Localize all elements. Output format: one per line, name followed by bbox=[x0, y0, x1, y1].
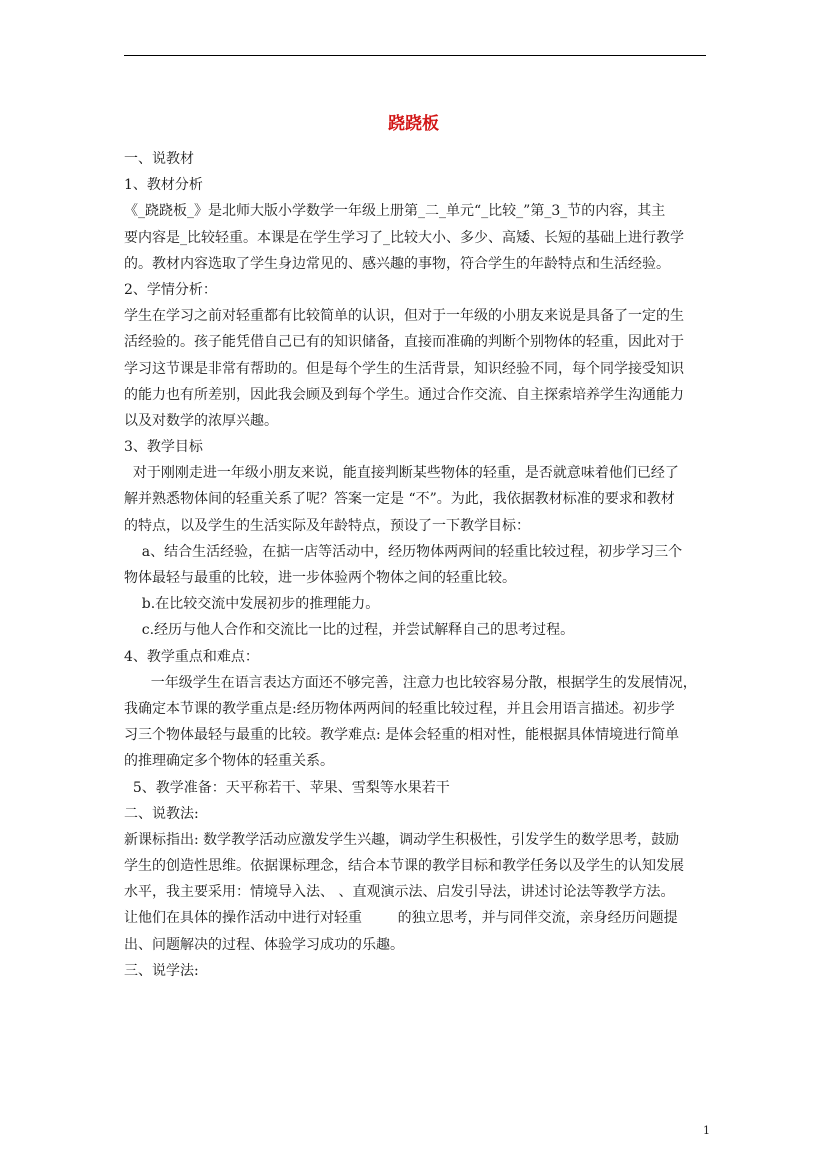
text-line: 对于刚刚走进一年级小朋友来说，能直接判断某些物体的轻重，是否就意味着他们已经了 bbox=[124, 465, 679, 482]
text-line: 一、说教材 bbox=[124, 151, 194, 167]
text-line: 的能力也有所差别，因此我会顾及到每个学生。通过合作交流、自主探索培养学生沟通能力 bbox=[124, 386, 684, 403]
text-line: c.经历与他人合作和交流比一比的过程，并尝试解释自己的思考过程。 bbox=[124, 622, 575, 639]
text-line: 物体最轻与最重的比较，进一步体验两个物体之间的轻重比较。 bbox=[124, 570, 516, 586]
text-line: 习三个物体最轻与最重的比较。教学难点: 是体会轻重的相对性，能根据具体情境进行简单 bbox=[124, 727, 680, 744]
text-line: 4、教学重点和难点： bbox=[124, 648, 259, 665]
text-line: 出、问题解决的过程、体验学习成功的乐趣。 bbox=[124, 936, 404, 953]
text-line: 5、教学准备：天平称若干、苹果、雪梨等水果若干 bbox=[124, 779, 450, 796]
text-line: b.在比较交流中发展初步的推理能力。 bbox=[124, 596, 380, 613]
text-line: 1、教材分析 bbox=[124, 177, 203, 194]
text-line: 活经验的。孩子能凭借自己已有的知识储备，直接而准确的判断个别物体的轻重，因此对于 bbox=[124, 334, 684, 351]
text-line: 二、说教法: bbox=[124, 805, 199, 822]
text-line: 新课标指出: 数学教学活动应激发学生兴趣，调动学生积极性，引发学生的数学思考，鼓励 bbox=[124, 831, 680, 848]
text-line: 一年级学生在语言表达方面还不够完善，注意力也比较容易分散，根据学生的发展情况， bbox=[124, 674, 697, 691]
text-line: a、结合生活经验，在掂一店等活动中，经历物体两两间的轻重比较过程，初步学习三个 bbox=[124, 543, 683, 560]
text-line: 学生的创造性思维。依据课标理念，结合本节课的教学目标和教学任务以及学生的认知发展 bbox=[124, 858, 684, 875]
text-line: 学生在学习之前对轻重都有比较简单的认识，但对于一年级的小朋友来说是具备了一定的生 bbox=[124, 308, 684, 325]
text-line: 3、教学目标 bbox=[124, 439, 203, 456]
text-line: 三、说学法: bbox=[124, 962, 199, 979]
text-line: 的推理确定多个物体的轻重关系。 bbox=[124, 753, 334, 770]
page-title: 跷跷板 bbox=[388, 114, 439, 134]
text-line: 《_跷跷板_》是北师大版小学数学一年级上册第_二_单元“_比较_”第_3_节的内容，其主 bbox=[124, 203, 666, 220]
text-line: 要内容是_比较轻重。本课是在学生学习了_比较大小、多少、高矮、长短的基础上进行教学 bbox=[124, 229, 684, 246]
text-line: 我确定本节课的教学重点是:经历物体两两间的轻重比较过程，并且会用语言描述。初步学 bbox=[124, 700, 675, 717]
text-line: 让他们在具体的操作活动中进行对轻重 的独立思考，并与同伴交流，亲身经历问题提 bbox=[124, 910, 678, 927]
text-line: 的。教材内容选取了学生身边常见的、感兴趣的事物，符合学生的年龄特点和生活经验。 bbox=[124, 255, 670, 272]
text-line: 2、学情分析： bbox=[124, 281, 217, 298]
page-number: 1 bbox=[703, 1124, 710, 1137]
text-line: 水平，我主要采用：情境导入法、 、直观演示法、启发引导法，讲述讨论法等教学方法。 bbox=[124, 884, 675, 901]
text-line: 的特点，以及学生的生活实际及年龄特点，预设了一下教学目标： bbox=[124, 517, 530, 534]
header-rule bbox=[124, 55, 706, 56]
text-line: 解并熟悉物体间的轻重关系了呢？答案一定是 “不”。为此，我依据教材标准的要求和教材 bbox=[124, 491, 675, 508]
text-line: 学习这节课是非常有帮助的。但是每个学生的生活背景，知识经验不同，每个同学接受知识 bbox=[124, 360, 684, 377]
text-line: 以及对数学的浓厚兴趣。 bbox=[124, 412, 278, 429]
body-text bbox=[124, 146, 710, 984]
